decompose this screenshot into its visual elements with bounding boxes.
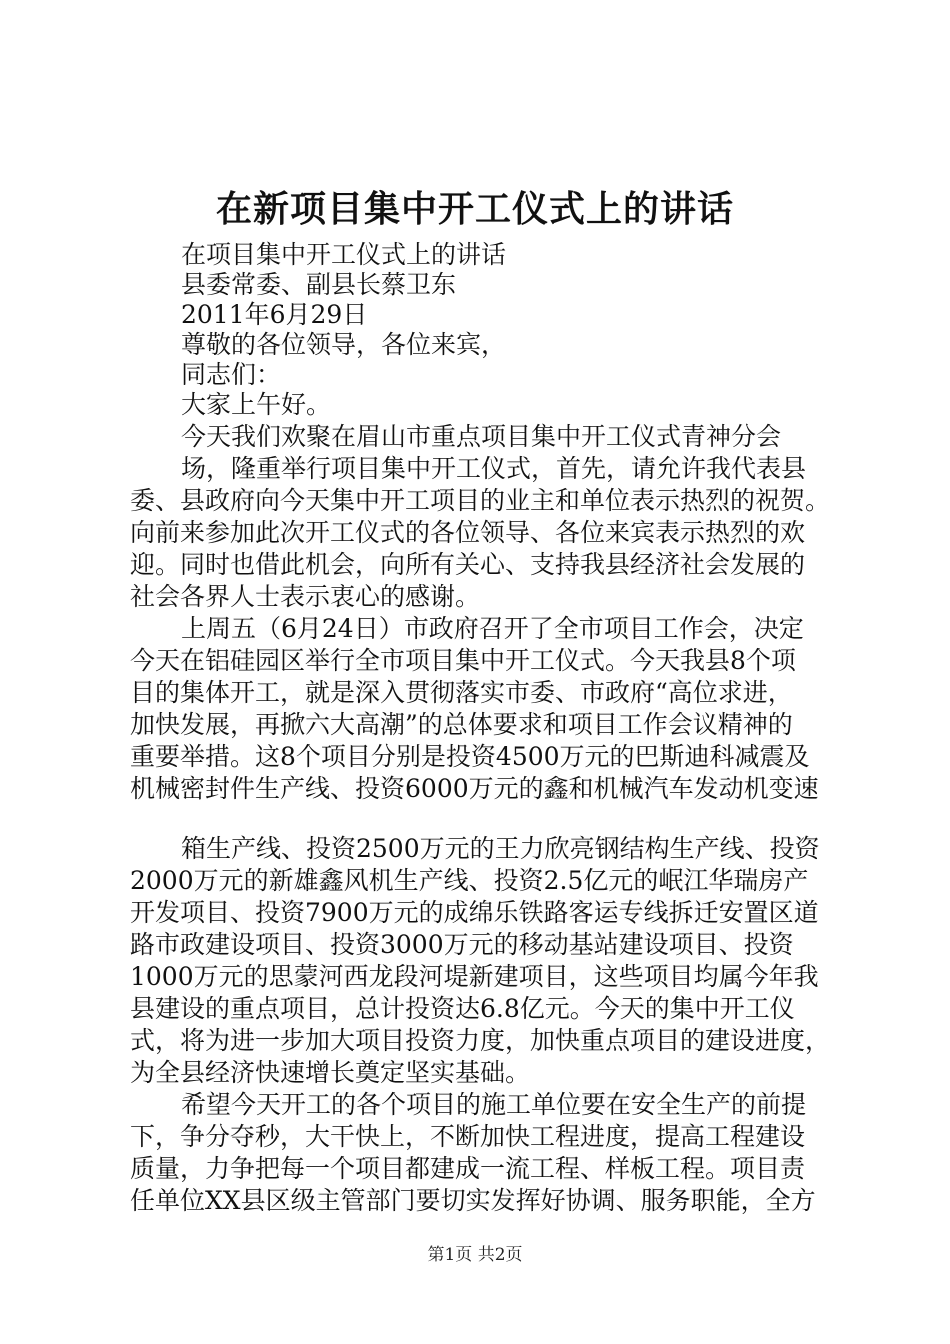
paragraph-line: 1000万元的思蒙河西龙段河堤新建项目，这些项目均属今年我 [130,962,819,991]
document-title: 在新项目集中开工仪式上的讲话 [215,188,734,230]
paragraph-line: 县建设的重点项目，总计投资达6.8亿元。今天的集中开工仪 [130,994,795,1023]
paragraph-line: 上周五（6月24日）市政府召开了全市项目工作会，决定 [181,614,804,643]
paragraph-line: 质量，力争把每一个项目都建成一流工程、样板工程。项目责 [130,1154,806,1183]
paragraph-line: 希望今天开工的各个项目的施工单位要在安全生产的前提 [181,1090,807,1119]
paragraph-line: 路市政建设项目、投资3000万元的移动基站建设项目、投资 [130,930,794,959]
paragraph-line: 加快发展，再掀六大高潮”的总体要求和项目工作会议精神的 [130,710,793,739]
paragraph-line: 向前来参加此次开工仪式的各位领导、各位来宾表示热烈的欢 [130,518,806,547]
paragraph-line: 式，将为进一步加大项目投资力度，加快重点项目的建设进度， [130,1026,831,1055]
paragraph-line: 委、县政府向今天集中开工项目的业主和单位表示热烈的祝贺。 [130,486,831,515]
paragraph-line: 箱生产线、投资2500万元的王力欣亮钢结构生产线、投资 [181,834,820,863]
greeting-line: 尊敬的各位领导，各位来宾， [181,330,507,359]
greeting-line: 大家上午好。 [181,390,332,419]
paragraph-line: 重要举措。这8个项目分别是投资4500万元的巴斯迪科减震及 [130,742,810,771]
paragraph-line: 为全县经济快速增长奠定坚实基础。 [130,1058,531,1087]
paragraph-line: 机械密封件生产线、投资6000万元的鑫和机械汽车发动机变速 [130,774,819,803]
paragraph-line: 今天在铝硅园区举行全市项目集中开工仪式。今天我县8个项 [130,646,796,675]
paragraph-line: 迎。同时也借此机会，向所有关心、支持我县经济社会发展的 [130,550,806,579]
speaker-line: 县委常委、副县长蔡卫东 [181,270,457,299]
paragraph-line: 今天我们欢聚在眉山市重点项目集中开工仪式青神分会 [181,422,782,451]
paragraph-line: 社会各界人士表示衷心的感谢。 [130,582,481,611]
page-number-footer: 第1页 共2页 [427,1245,523,1265]
paragraph-line: 2000万元的新雄鑫风机生产线、投资2.5亿元的岷江华瑞房产 [130,866,809,895]
paragraph-line: 目的集体开工，就是深入贯彻落实市委、市政府“高位求进， [130,678,793,707]
paragraph-line: 场，隆重举行项目集中开工仪式，首先，请允许我代表县 [181,454,807,483]
paragraph-line: 任单位XX县区级主管部门要切实发挥好协调、服务职能，全方 [130,1186,816,1215]
speech-subtitle: 在项目集中开工仪式上的讲话 [181,240,507,269]
greeting-line: 同志们： [181,360,282,389]
paragraph-line: 下，争分夺秒，大干快上，不断加快工程进度，提高工程建设 [130,1122,806,1151]
paragraph-line: 开发项目、投资7900万元的成绵乐铁路客运专线拆迁安置区道 [130,898,819,927]
speech-date: 2011年6月29日 [181,300,368,329]
